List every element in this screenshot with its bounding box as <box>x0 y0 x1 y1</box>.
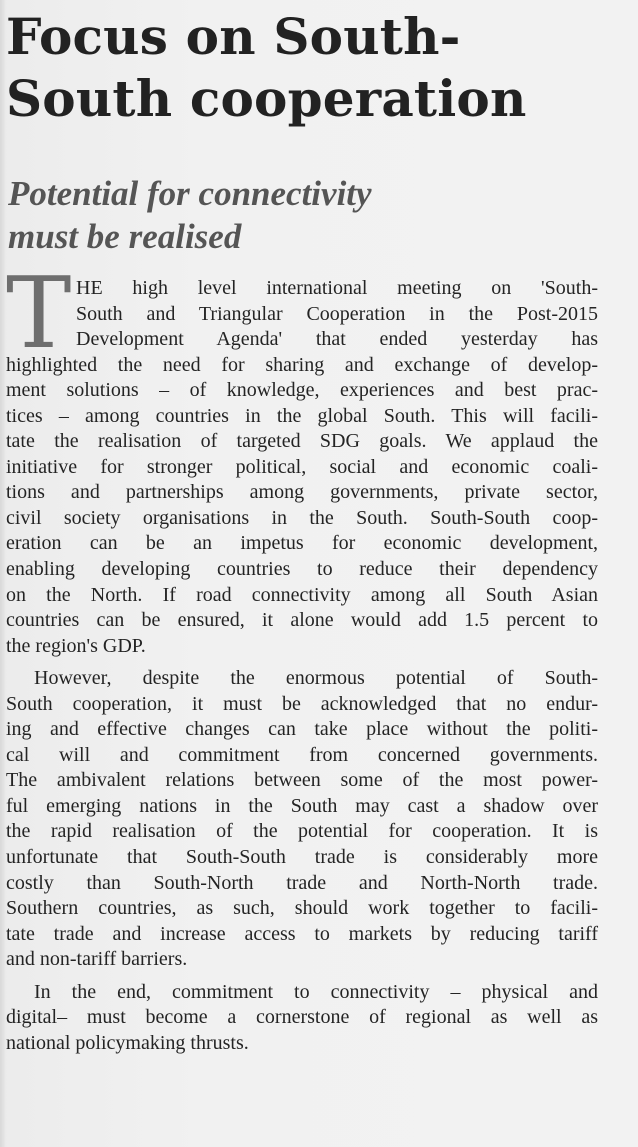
paragraph-line: costly than South-North trade and North-North trade. <box>6 871 598 894</box>
subheadline <box>8 172 628 258</box>
paragraph-line: civil society organisations in the South. South-South coop- <box>6 506 598 529</box>
headline-line-1: Focus on South- <box>6 7 461 66</box>
paragraph-line: HE high level international meeting on 'South- <box>76 277 598 299</box>
paragraph-line: initiative for stronger political, social and economic coali- <box>6 455 598 478</box>
headline-line-2: South cooperation <box>6 69 527 128</box>
paragraph-line: and non-tariff barriers. <box>6 948 188 971</box>
paragraph-line: South and Triangular Cooperation in the Post-2015 <box>76 302 598 325</box>
paragraph-line: cal will and commitment from concerned governments. <box>6 743 598 766</box>
drop-cap: T <box>6 257 72 371</box>
subheadline-line-1: Potential for connectivity <box>8 174 372 213</box>
paragraph-line: South cooperation, it must be acknowledged that no endur- <box>6 692 598 715</box>
paragraph <box>6 666 598 973</box>
headline <box>6 6 632 130</box>
paragraph-line: In the end, commitment to connectivity – physical and <box>34 980 598 1003</box>
paragraph <box>6 276 598 659</box>
paragraph-line: However, despite the enormous potential of South- <box>34 667 598 690</box>
paragraph-line: digital– must become a cornerstone of regional as well as <box>6 1006 598 1029</box>
paragraph-line: tate the realisation of targeted SDG goals. We applaud the <box>6 430 598 453</box>
paragraph-line: Southern countries, as such, should work together to facili- <box>6 897 598 920</box>
article-body <box>6 276 598 1056</box>
paragraph-line: highlighted the need for sharing and exchange of develop- <box>6 353 598 376</box>
paragraph-line: eration can be an impetus for economic development, <box>6 532 598 555</box>
paragraph-line: Development Agenda' that ended yesterday has <box>76 328 598 351</box>
paragraph-spacer <box>6 659 598 666</box>
paragraph-line: tate trade and increase access to markets by reducing tariff <box>6 922 598 945</box>
paragraph-line: enabling developing countries to reduce their dependency <box>6 558 598 581</box>
paragraph-line: tices – among countries in the global South. This will facili- <box>6 404 598 427</box>
paragraph-line: the region's GDP. <box>6 634 146 657</box>
paragraph-spacer <box>6 973 598 980</box>
paragraph-line: The ambivalent relations between some of the most power- <box>6 769 598 792</box>
paragraph-line: on the North. If road connectivity among all South Asian <box>6 583 598 606</box>
paragraph-line: unfortunate that South-South trade is considerably more <box>6 846 598 869</box>
paragraph-line: ment solutions – of knowledge, experiences and best prac- <box>6 379 598 402</box>
paragraph-line: ing and effective changes can take place without the politi- <box>6 718 598 741</box>
paragraph-line: national policymaking thrusts. <box>6 1031 249 1054</box>
paragraph-line: tions and partnerships among governments, private sector, <box>6 481 598 504</box>
subheadline-line-2: must be realised <box>8 217 242 256</box>
paragraph-line: ful emerging nations in the South may cast a shadow over <box>6 794 598 817</box>
paragraph-line: the rapid realisation of the potential for cooperation. It is <box>6 820 598 843</box>
paragraph-line: countries can be ensured, it alone would add 1.5 percent to <box>6 609 598 632</box>
paragraph <box>6 980 598 1057</box>
